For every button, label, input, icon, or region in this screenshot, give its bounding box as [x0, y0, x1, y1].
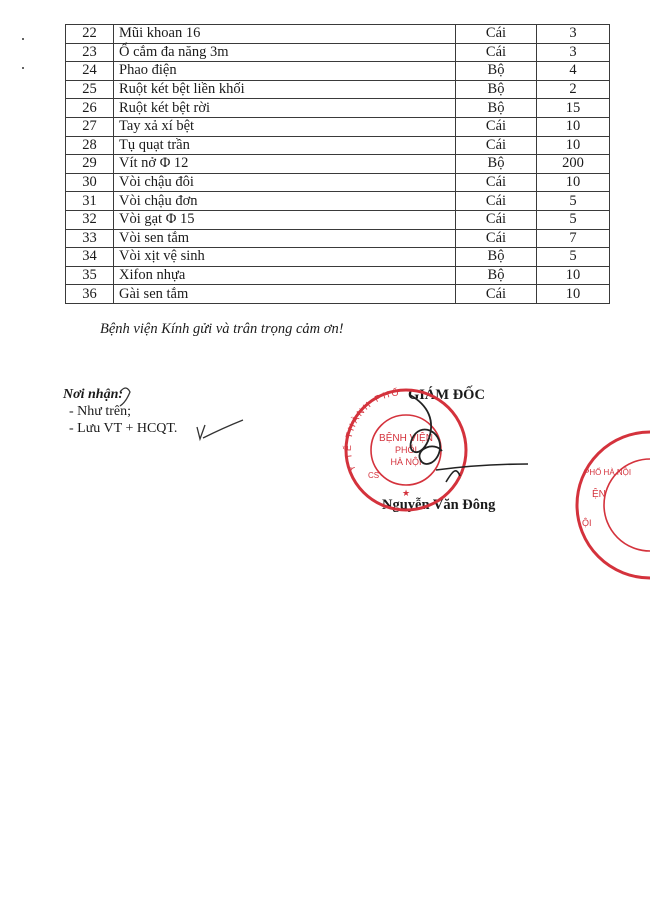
director-name: Nguyễn Văn Đông — [382, 497, 496, 513]
item-unit: Bộ — [456, 62, 537, 81]
item-name: Ruột két bệt liền khối — [114, 80, 456, 99]
item-unit: Cái — [456, 25, 537, 44]
item-name: Vòi sen tắm — [114, 229, 456, 248]
item-name: Vòi gạt Φ 15 — [114, 210, 456, 229]
item-number: 36 — [66, 285, 114, 304]
item-quantity: 15 — [537, 99, 610, 118]
seal-bottom-text: CS — [368, 471, 380, 480]
item-name: Xifon nhựa — [114, 266, 456, 285]
item-quantity: 3 — [537, 25, 610, 44]
item-quantity: 10 — [537, 285, 610, 304]
item-unit: Cái — [456, 136, 537, 155]
item-name: Gài sen tắm — [114, 285, 456, 304]
item-unit: Bộ — [456, 266, 537, 285]
item-number: 23 — [66, 43, 114, 62]
recipient-line: - Lưu VT + HCQT. — [69, 421, 178, 436]
item-number: 32 — [66, 210, 114, 229]
item-number: 34 — [66, 248, 114, 267]
item-name: Vòi xịt vệ sinh — [114, 248, 456, 267]
recipients-label: Nơi nhận: — [63, 387, 124, 402]
item-unit: Cái — [456, 117, 537, 136]
item-number: 35 — [66, 266, 114, 285]
item-number: 25 — [66, 80, 114, 99]
initial-mark — [120, 388, 130, 406]
item-name: Ruột két bệt rời — [114, 99, 456, 118]
item-quantity: 200 — [537, 155, 610, 174]
item-number: 27 — [66, 117, 114, 136]
item-number: 31 — [66, 192, 114, 211]
seal-ring-text: Y TẾ THÀNH PHỐ — [342, 387, 402, 474]
hospital-seal — [343, 386, 466, 510]
item-number: 26 — [66, 99, 114, 118]
item-number: 28 — [66, 136, 114, 155]
partial-seal-center: ỆN — [592, 489, 606, 500]
item-unit: Bộ — [456, 248, 537, 267]
director-title: GIÁM ĐỐC — [408, 387, 485, 403]
item-number: 22 — [66, 25, 114, 44]
item-unit: Bộ — [456, 155, 537, 174]
item-name: Tụ quạt trần — [114, 136, 456, 155]
seal-star: ★ — [402, 488, 411, 498]
partial-seal — [577, 432, 650, 578]
item-unit: Cái — [456, 192, 537, 211]
item-quantity: 5 — [537, 192, 610, 211]
closing-remark: Bệnh viện Kính gửi và trân trọng cảm ơn! — [100, 321, 344, 337]
item-unit: Cái — [456, 210, 537, 229]
item-name: Vít nở Φ 12 — [114, 155, 456, 174]
item-number: 29 — [66, 155, 114, 174]
item-name: Vòi chậu đơn — [114, 192, 456, 211]
item-unit: Bộ — [456, 99, 537, 118]
item-quantity: 3 — [537, 43, 610, 62]
item-name: Ổ cắm đa năng 3m — [114, 43, 456, 62]
partial-seal-center: ỘI — [582, 518, 592, 528]
item-unit: Cái — [456, 43, 537, 62]
seal-center-line: BỆNH VIỆN — [379, 433, 433, 444]
item-unit: Bộ — [456, 80, 537, 99]
item-number: 30 — [66, 173, 114, 192]
item-quantity: 10 — [537, 117, 610, 136]
recipient-line: - Như trên; — [69, 404, 132, 419]
item-quantity: 2 — [537, 80, 610, 99]
partial-seal-ring-text: PHỐ HÀ NỘI — [584, 468, 632, 477]
item-unit: Cái — [456, 285, 537, 304]
item-name: Mũi khoan 16 — [114, 25, 456, 44]
item-name: Phao điện — [114, 62, 456, 81]
item-quantity: 10 — [537, 173, 610, 192]
item-unit: Cái — [456, 229, 537, 248]
item-quantity: 4 — [537, 62, 610, 81]
item-name: Tay xả xí bệt — [114, 117, 456, 136]
initial-mark — [197, 420, 243, 439]
item-quantity: 10 — [537, 266, 610, 285]
seal-center-line: PHỔI — [394, 445, 418, 455]
item-name: Vòi chậu đôi — [114, 173, 456, 192]
seal-center-line: HÀ NỘI — [390, 457, 422, 467]
item-quantity: 5 — [537, 210, 610, 229]
item-quantity: 7 — [537, 229, 610, 248]
item-number: 24 — [66, 62, 114, 81]
item-quantity: 5 — [537, 248, 610, 267]
item-quantity: 10 — [537, 136, 610, 155]
item-number: 33 — [66, 229, 114, 248]
item-unit: Cái — [456, 173, 537, 192]
